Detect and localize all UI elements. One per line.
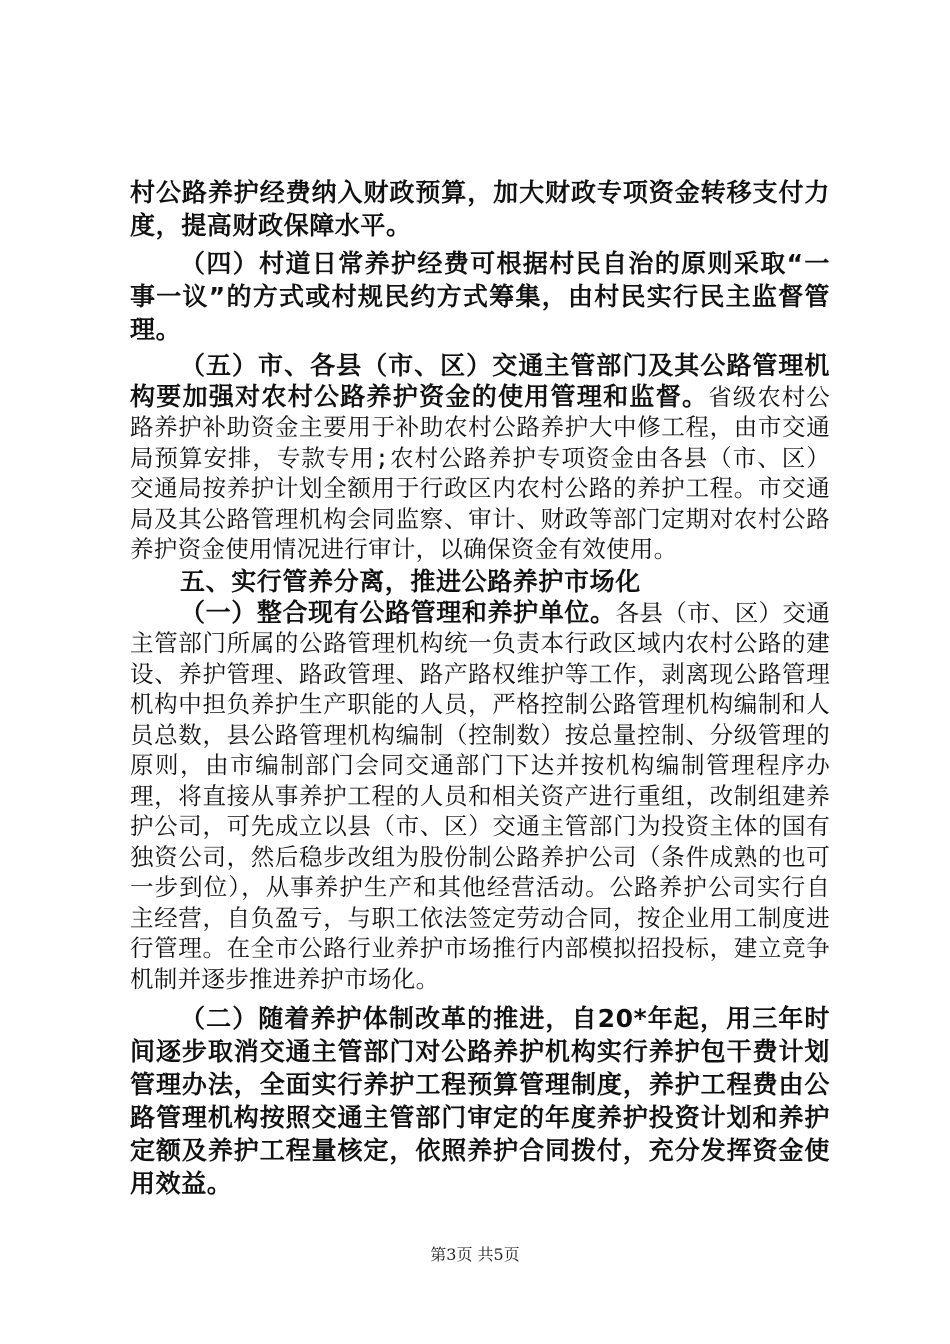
document-body (130, 176, 830, 1200)
paragraph-budget-reform: （二）随着养护体制改革的推进，自20*年起，用三年时间逐步取消交通主管部门对公路养护机构实行养护包干费计划管理办法，全面实行养护工程预算管理制度，养护工程费由公路管理机构按照交通主管部门审定的年度养护投资计划和养护定额及养护工程量核定，依照养护合同拨付，充分发挥资金使用效益。 (130, 1004, 830, 1198)
paragraph-fund-supervision-body: 省级农村公路养护补助资金主要用于补助农村公路养护大中修工程，由市交通局预算安排，专款专用;农村公路养护专项资金由各县（市、区）交通局按养护计划全额用于行政区内农村公路的养护工程。市交通局及其公路管理机构会同监察、审计、财政等部门定期对农村公路养护资金使用情况进行审计，以确保资金有效使用。 (130, 382, 831, 563)
paragraph-funding-budget: 村公路养护经费纳入财政预算，加大财政专项资金转移支付力度，提高财政保障水平。 (130, 178, 830, 240)
paragraph-integrate-units-lead: （一）整合现有公路管理和养护单位。 (180, 597, 616, 627)
section-heading-maintenance-separation: 五、实行管养分离，推进公路养护市场化 (180, 566, 641, 596)
paragraph-village-road-funding: （四）村道日常养护经费可根据村民自治的原则采取“一事一议”的方式或村规民约方式筹集，由村民实行民主监督管理。 (130, 249, 830, 344)
paragraph-integrate-units (130, 598, 830, 995)
paragraph-fund-supervision (130, 351, 830, 565)
paragraph-fund-supervision-lead: （五）市、各县（市、区）交通主管部门及其公路管理机构要加强对农村公路养护资金的使用管理和监督。 (130, 351, 830, 411)
page-number-footer: 第3页 共5页 (430, 1245, 520, 1264)
paragraph-integrate-units-body: 各县（市、区）交通主管部门所属的公路管理机构统一负责本行政区域内农村公路的建设、养护管理、路政管理、路产路权维护等工作，剥离现公路管理机构中担负养护生产职能的人员，严格控制公路管理机构编制和人员总数，县公路管理机构编制（控制数）按总量控制、分级管理的原则，由市编制部门会同交通部门下达并按机构编制管理程序办理，将直接从事养护工程的人员和相关资产进行重组，改制组建养护公司，可先成立以县（市、区）交通主管部门为投资主体的国有独资公司，然后稳步改组为股份制公路养护公司（条件成熟的也可一步到位），从事养护生产和其他经营活动。公路养护公司实行自主经营，自负盈亏，与职工依法签定劳动合同，按企业用工制度进行管理。在全市公路行业养护市场推行内部模拟招投标，建立竞争机制并逐步推进养护市场化。 (130, 598, 830, 993)
